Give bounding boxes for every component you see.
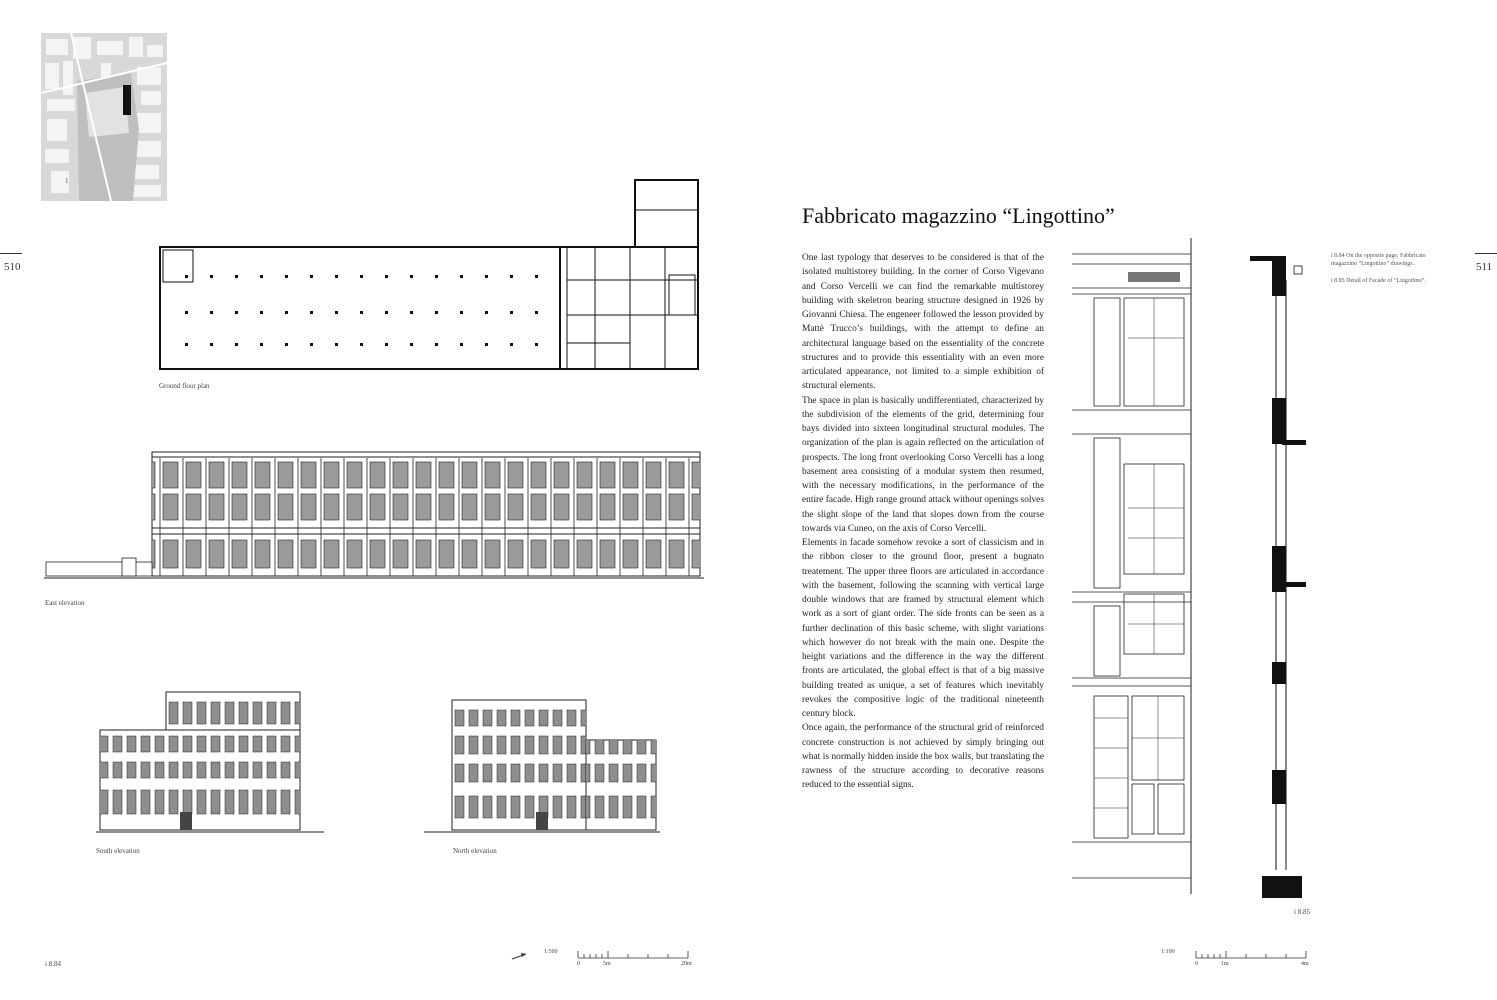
north-elevation <box>424 696 660 834</box>
left-scale-label-2: 20m <box>681 961 692 967</box>
north-elevation-caption: North elevation <box>453 847 497 855</box>
south-elevation <box>96 688 326 834</box>
east-elevation <box>44 448 704 580</box>
north-arrow-icon <box>510 950 530 962</box>
side-caption-1: i 8.84 On the opposite page, Fabbricato magazzino “Lingottino” drawings. <box>1331 253 1426 267</box>
map-label: 1 <box>65 177 69 185</box>
article-paragraph: Elements in facade somehow revoke a sort of classicism and in the ribbon closer to the ground floor, present a bugnato treatement. The upper three floors are articulated in accordance with the basement, following the scanning with vertical large double windows that are framed by structural element which work as a sort of giant order. The side fronts can be seen as a further declination of this basic scheme, with slight variations which however do not break with the main one. Despite the height variations and the difference in the way the different fronts are articulated, the global effect is that of a big massive building treated as unique, a set of features which inevitably revokes the compositive logic of the traditional nineteenth century block. <box>802 538 1044 719</box>
right-figure-ref: i 8.85 <box>1294 908 1310 916</box>
left-page-number: 510 <box>4 261 21 273</box>
article-title: Fabbricato magazzino “Lingottino” <box>802 203 1115 228</box>
right-scale-ratio: 1:100 <box>1161 949 1175 955</box>
article-paragraph: One last typology that deserves to be considered is that of the isolated multistorey building. In the corner of Corso Vigevano and Corso Vercelli we can find the remarkable multistorey building with skeletron bearing structure designed in 1926 by Giovanni Chiesa. The engeneer followed the lesson provided by Mattè Trucco’s buildings, with the attempt to define an architectural language based on the essentiality of the concrete structures and to provide this essentiality with an even more articulated appearance, not limited to a simple exhibition of structural elements. <box>802 253 1044 392</box>
article-body <box>802 251 1044 793</box>
right-scale-label-1: 1m <box>1221 961 1229 967</box>
right-scale-bar <box>1196 950 1308 960</box>
article-paragraph: The space in plan is basically undifferentiated, characterized by the subdivision of the elements of the grid, determining four bays divided into sixteen longitudinal structural modules. The organization of the plan is again reflected on the articulation of prospects. The long front overlooking Corso Vercelli has a long basement area consisting of a modular system then resumed, with the necessary modifications, in the performance of the entire facade. High range ground attack without openings solves the slight slope of the land that slopes down from the course towards via Cuneo, on the axis of Corso Vercelli. <box>802 395 1044 534</box>
facade-detail <box>1072 238 1194 894</box>
wall-section <box>1246 250 1316 900</box>
left-scale-ratio: 1:500 <box>544 949 558 955</box>
ground-floor-plan-caption: Ground floor plan <box>159 382 210 390</box>
left-scale-label-1: 5m <box>603 961 611 967</box>
ground-floor-plan <box>155 175 705 375</box>
right-page-rule <box>1475 253 1497 254</box>
location-map <box>41 33 167 201</box>
east-elevation-caption: East elevation <box>45 599 85 607</box>
south-elevation-caption: South elevation <box>96 847 140 855</box>
side-caption-2: i 8.85 Detail of Facade of “Lingottino”. <box>1331 278 1426 284</box>
article-paragraph: Once again, the performance of the structural grid of reinforced concrete construction is not achieved by simply bringing out what is normally hidden inside the box walls, but translating the rawness of the structure according to decorative reasons reduced to the essential signs. <box>802 723 1044 791</box>
right-scale-label-2: 4m <box>1301 961 1309 967</box>
left-scale-label-0: 0 <box>577 961 580 967</box>
right-page-number: 511 <box>1476 261 1493 273</box>
left-scale-bar <box>578 950 690 960</box>
right-scale-label-0: 0 <box>1195 961 1198 967</box>
left-figure-ref: i 8.84 <box>45 960 61 968</box>
left-page-rule <box>0 253 22 254</box>
